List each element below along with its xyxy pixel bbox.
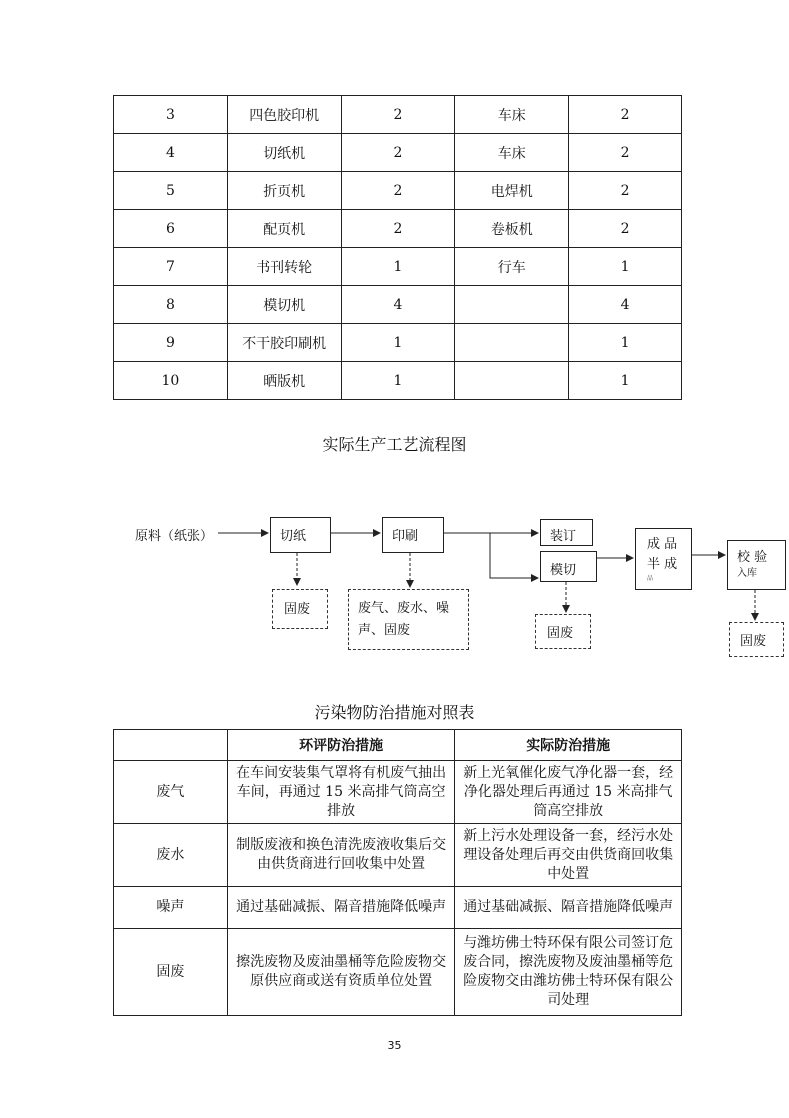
equipment-cell-name: 四色胶印机: [227, 96, 341, 134]
measures-header-eia: 环评防治措施: [227, 730, 455, 761]
equipment-cell-qty: 4: [341, 286, 455, 324]
measures-row: [114, 824, 682, 887]
measures-header-actual: 实际防治措施: [455, 730, 682, 761]
equipment-cell-qty: 2: [341, 172, 455, 210]
semi-line1: 成 品: [647, 537, 678, 552]
equipment-cell-qty2: 2: [569, 210, 682, 248]
bind-node: [540, 519, 593, 546]
inspect-waste-node: [729, 622, 784, 657]
equipment-cell-name2: 车床: [455, 96, 569, 134]
equipment-cell-name: 切纸机: [227, 134, 341, 172]
equipment-cell-qty: 2: [341, 210, 455, 248]
print-waste-node: [348, 589, 469, 650]
equipment-cell-name: 折页机: [227, 172, 341, 210]
measures-cell-eia: 通过基础减振、隔音措施降低噪声: [227, 887, 455, 929]
page-number: 35: [387, 1039, 402, 1052]
measures-row: [114, 761, 682, 824]
cut-waste-label: 固废: [284, 602, 311, 617]
measures-cell-type: 固废: [114, 929, 228, 1016]
measures-cell-type: 噪声: [114, 887, 228, 929]
equipment-cell-qty2: 1: [569, 324, 682, 362]
equipment-cell-no: 7: [114, 248, 228, 286]
equipment-cell-name2: 行车: [455, 248, 569, 286]
equipment-cell-qty: 1: [341, 324, 455, 362]
equipment-cell-name2: 电焊机: [455, 172, 569, 210]
equipment-cell-name2: 卷板机: [455, 210, 569, 248]
equipment-cell-qty2: 1: [569, 248, 682, 286]
diecut-waste-label: 固废: [547, 626, 574, 641]
equipment-cell-qty2: 4: [569, 286, 682, 324]
equipment-cell-name: 书刊转轮: [227, 248, 341, 286]
equipment-cell-qty: 2: [341, 134, 455, 172]
equipment-cell-no: 8: [114, 286, 228, 324]
diecut-waste-node: [535, 614, 591, 649]
flow-title: 实际生产工艺流程图: [322, 435, 467, 454]
inspect-node: [727, 540, 786, 590]
equipment-cell-qty: 2: [341, 96, 455, 134]
diecut-node: [540, 551, 597, 582]
measures-cell-actual: 与潍坊佛士特环保有限公司签订危废合同，擦洗废物及废油墨桶等危险废物交由潍坊佛士特环保有限公司处理: [455, 929, 682, 1016]
print-waste-line1: 废气、废水、噪: [358, 601, 450, 616]
equipment-cell-qty2: 2: [569, 172, 682, 210]
equipment-cell-name: 配页机: [227, 210, 341, 248]
equipment-cell-no: 9: [114, 324, 228, 362]
cut-label: 切纸: [280, 529, 307, 544]
semi-line2: 半 成: [647, 557, 678, 572]
measures-cell-eia: 制版废液和换色清洗废液收集后交由供货商进行回收集中处置: [227, 824, 455, 887]
cut-waste-node: [272, 589, 328, 629]
equipment-cell-qty: 1: [341, 362, 455, 400]
measures-cell-actual: 通过基础减振、隔音措施降低噪声: [455, 887, 682, 929]
measures-row: [114, 887, 682, 929]
measures-row: [114, 929, 682, 1016]
semi-product-node: [635, 528, 692, 590]
equipment-cell-qty2: 2: [569, 96, 682, 134]
measures-cell-type: 废气: [114, 761, 228, 824]
measures-table: [113, 729, 682, 1016]
print-waste-line2: 声、固废: [358, 623, 411, 638]
cut-node: [270, 517, 331, 553]
arrow-print-diecut: [490, 533, 538, 578]
equipment-cell-qty: 1: [341, 248, 455, 286]
inspect-line1: 校 验: [737, 550, 768, 565]
equipment-cell-name2: 车床: [455, 134, 569, 172]
raw-material-label: 原料（纸张）: [135, 529, 214, 544]
bind-label: 装订: [550, 529, 577, 544]
equipment-cell-no: 6: [114, 210, 228, 248]
equipment-cell-qty2: 2: [569, 134, 682, 172]
measures-cell-eia: 擦洗废物及废油墨桶等危险废物交原供应商或送有资质单位处置: [227, 929, 455, 1016]
inspect-line2: 入库: [737, 568, 757, 579]
measures-cell-actual: 新上光氧催化废气净化器一套，经净化器处理后再通过 15 米高排气筒高空排放: [455, 761, 682, 824]
equipment-cell-no: 3: [114, 96, 228, 134]
measures-header-blank: [114, 730, 228, 761]
equipment-cell-no: 5: [114, 172, 228, 210]
semi-line3: 品: [647, 575, 654, 582]
equipment-cell-name: 晒版机: [227, 362, 341, 400]
measures-cell-eia: 在车间安装集气罩将有机废气抽出车间，再通过 15 米高排气筒高空排放: [227, 761, 455, 824]
equipment-cell-name: 模切机: [227, 286, 341, 324]
print-label: 印刷: [392, 529, 419, 544]
equipment-cell-no: 4: [114, 134, 228, 172]
inspect-waste-label: 固废: [740, 634, 767, 649]
equipment-cell-no: 10: [114, 362, 228, 400]
diecut-label: 模切: [550, 563, 577, 578]
equipment-cell-qty2: 1: [569, 362, 682, 400]
measures-cell-type: 废水: [114, 824, 228, 887]
measures-title: 污染物防治措施对照表: [314, 703, 475, 722]
print-node: [382, 517, 444, 553]
measures-cell-actual: 新上污水处理设备一套，经污水处理设备处理后再交由供货商回收集中处置: [455, 824, 682, 887]
equipment-cell-name: 不干胶印刷机: [227, 324, 341, 362]
